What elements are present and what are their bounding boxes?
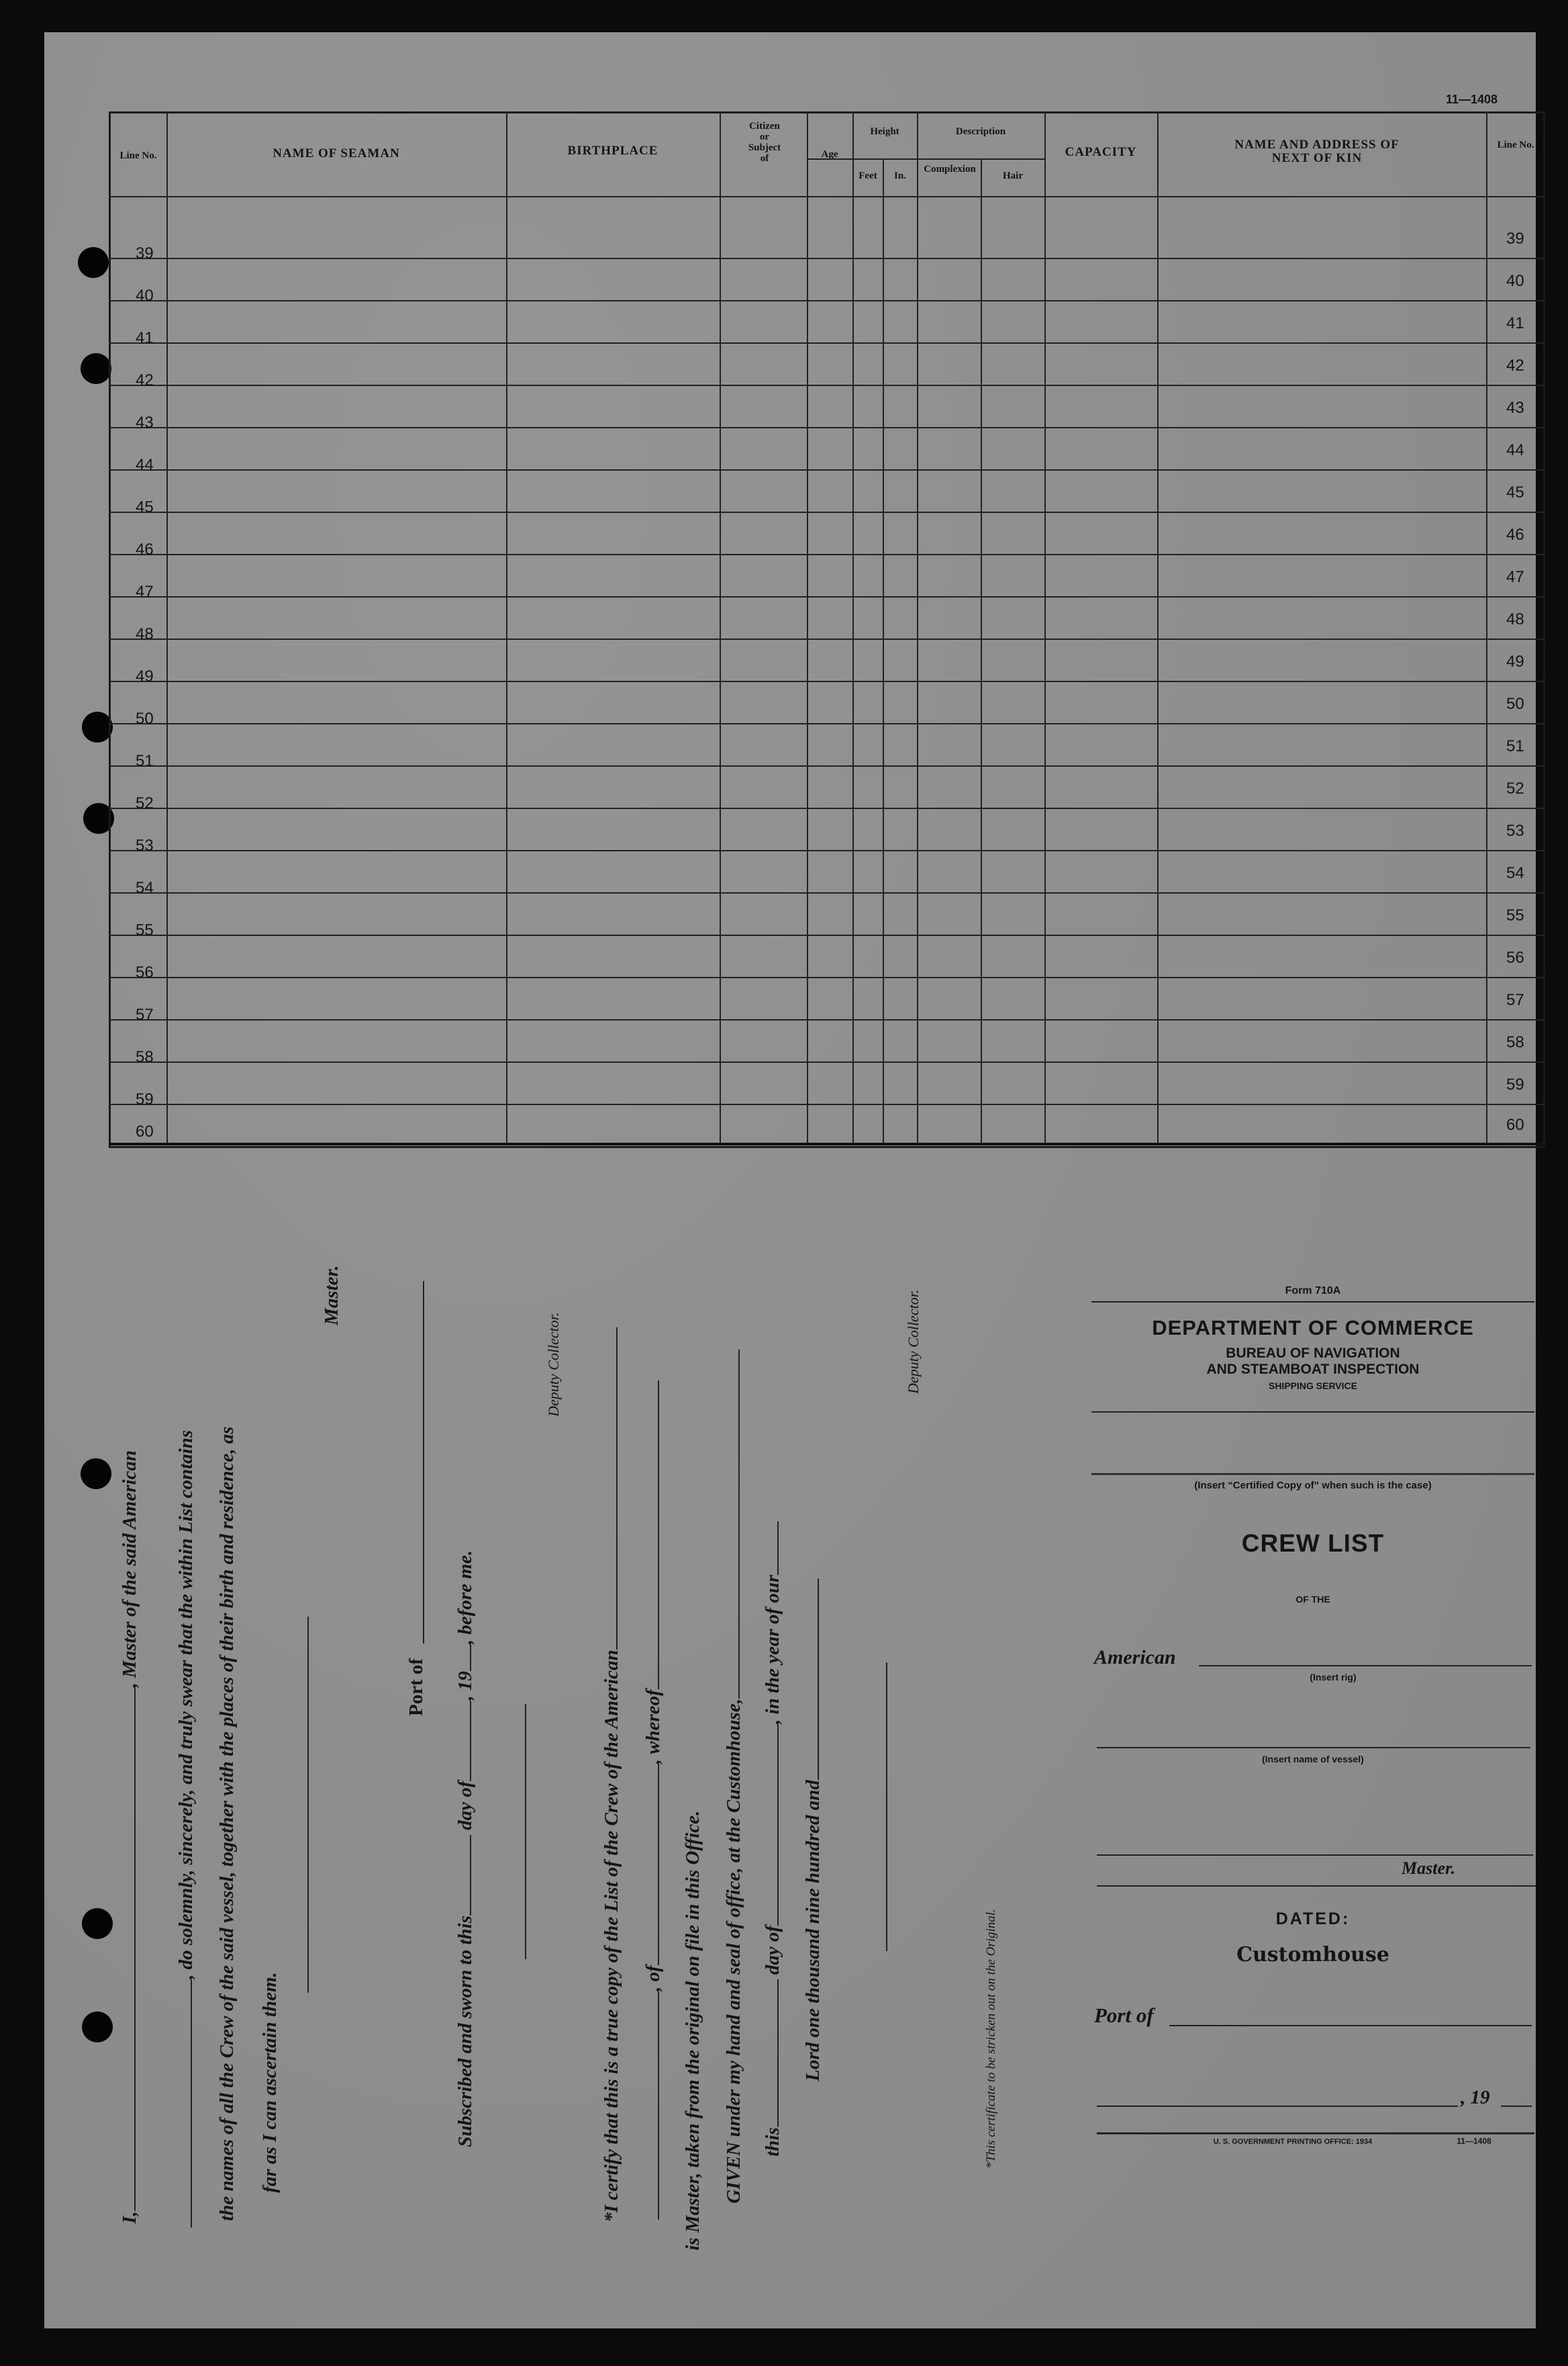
- row-number: 53: [136, 837, 154, 855]
- certify-line-4: GIVEN under my hand and seal of office, at the Customhouse,: [722, 1350, 745, 2204]
- col-divider: [720, 111, 721, 1145]
- given-extra-field[interactable]: [761, 1521, 779, 1575]
- row-number-right: 40: [1506, 272, 1524, 290]
- customhouse-label: Customhouse: [1236, 1943, 1389, 1967]
- row-rule: [109, 765, 1545, 767]
- row-number: 54: [136, 879, 154, 897]
- row-rule: [109, 723, 1545, 724]
- master-label-panel: Master.: [1402, 1858, 1456, 1878]
- table-frame: [109, 111, 1545, 1148]
- insert-rig-note: (Insert rig): [1310, 1672, 1357, 1683]
- oath-line-3: the names of all the Crew of the said vessel, together with the places of their birth and residence, as: [216, 1426, 238, 2221]
- row-number: 51: [136, 752, 154, 770]
- row-number-right: 48: [1506, 610, 1524, 628]
- header-hair: Hair: [1003, 171, 1023, 181]
- given-year-field[interactable]: [801, 1578, 819, 1780]
- row-rule: [109, 385, 1545, 386]
- row-number: 52: [136, 794, 154, 812]
- punch-hole: [78, 247, 109, 278]
- insert-cert-note: (Insert “Certified Copy of” when such is the case): [1194, 1480, 1432, 1491]
- row-number: 39: [136, 244, 154, 263]
- row-number-right: 51: [1506, 737, 1524, 755]
- given-day-field[interactable]: [761, 1979, 779, 2127]
- vessel-name-field[interactable]: [175, 1979, 192, 2228]
- table-bottom-rule: [109, 1143, 1545, 1145]
- sworn-day-field[interactable]: [454, 1835, 471, 1915]
- row-rule: [109, 892, 1545, 894]
- row-number: 56: [136, 963, 154, 982]
- row-rule: [109, 1019, 1545, 1021]
- insert-name-note: (Insert name of vessel): [1262, 1754, 1364, 1764]
- customhouse-field[interactable]: [722, 1350, 740, 1699]
- row-number-right: 50: [1506, 695, 1524, 713]
- deputy-signature-line-2[interactable]: [886, 1662, 887, 1951]
- deputy-signature-line-1[interactable]: [525, 1704, 526, 1959]
- form-rule: [1097, 1885, 1536, 1887]
- row-number: 41: [136, 329, 154, 347]
- row-number: 47: [136, 583, 154, 601]
- row-rule: [109, 1104, 1545, 1105]
- row-number-right: 41: [1506, 314, 1524, 332]
- punch-hole: [81, 1458, 111, 1489]
- vessel-name-input[interactable]: [1097, 1747, 1530, 1748]
- sworn-month-field[interactable]: [454, 1701, 471, 1781]
- header-citizen: Citizen or Subject of: [748, 121, 781, 164]
- port-of-label: Port of: [405, 1658, 427, 1716]
- row-rule: [109, 469, 1545, 471]
- row-rule: [109, 1061, 1545, 1063]
- of-the-label: OF THE: [1295, 1594, 1330, 1605]
- form-code-bottom: 11—1408: [1457, 2136, 1491, 2146]
- row-number: 50: [136, 710, 154, 728]
- col-divider: [506, 111, 507, 1145]
- row-number-right: 44: [1506, 441, 1524, 459]
- form-rule: [1091, 1301, 1534, 1303]
- vessel-name-field-2[interactable]: [642, 1991, 659, 2220]
- row-number: 44: [136, 456, 154, 474]
- deputy-collector-1: Deputy Collector.: [545, 1312, 562, 1417]
- row-number: 48: [136, 625, 154, 643]
- row-rule: [109, 596, 1545, 598]
- row-rule: [109, 427, 1545, 428]
- row-number-right: 52: [1506, 779, 1524, 798]
- certify-line-6: Lord one thousand nine hundred and: [801, 1578, 824, 2081]
- row-rule: [109, 300, 1545, 301]
- row-rule: [109, 850, 1545, 851]
- col-divider: [1486, 111, 1487, 1145]
- row-number-right: 53: [1506, 822, 1524, 840]
- document-page: [44, 32, 1536, 2328]
- col-divider: [1044, 111, 1046, 1145]
- subscribed-line: Subscribed and sworn to this day of, 19, before me.: [454, 1550, 476, 2147]
- header-age: Age: [821, 149, 838, 160]
- master-name-field[interactable]: [118, 1687, 136, 2211]
- header-line-no-right: Line No.: [1497, 140, 1534, 150]
- certify-line-5: this day of, in the year of our: [761, 1521, 784, 2157]
- year-label: , 19: [1461, 2087, 1490, 2108]
- header-birthplace: BIRTHPLACE: [567, 144, 658, 158]
- crew-table: [109, 111, 1544, 1148]
- col-divider: [981, 158, 982, 1145]
- col-divider: [807, 111, 808, 1145]
- row-rule: [109, 554, 1545, 555]
- american-label: American: [1094, 1646, 1176, 1668]
- crew-list-title: CREW LIST: [1241, 1529, 1385, 1557]
- header-description: Description: [955, 126, 1006, 137]
- port-of-panel-label: Port of: [1094, 2003, 1154, 2027]
- oath-line-4: far as I can ascertain them.: [259, 1972, 281, 2193]
- row-rule: [109, 512, 1545, 513]
- row-rule: [109, 638, 1545, 640]
- row-number-right: 46: [1506, 526, 1524, 544]
- header-complexion-label: Complexion: [924, 164, 976, 175]
- row-number: 40: [136, 287, 154, 305]
- row-number: 43: [136, 414, 154, 432]
- header-next-of-kin: NAME AND ADDRESS OF NEXT OF KIN: [1234, 138, 1400, 165]
- sworn-year-field[interactable]: [454, 1644, 471, 1671]
- bureau-line-2: AND STEAMBOAT INSPECTION: [1206, 1362, 1420, 1377]
- row-number-right: 58: [1506, 1033, 1524, 1051]
- col-divider: [1157, 111, 1159, 1145]
- row-rule: [109, 342, 1545, 344]
- row-rule: [109, 808, 1545, 809]
- master-name-input[interactable]: [1097, 1854, 1533, 1856]
- bureau-line-1: BUREAU OF NAVIGATION: [1226, 1345, 1400, 1361]
- master-signature-line[interactable]: [307, 1617, 309, 1993]
- row-number-right: 56: [1506, 949, 1524, 967]
- row-number-right: 45: [1506, 483, 1524, 502]
- crew-vessel-field[interactable]: [600, 1327, 618, 1650]
- header-name-of-seaman: NAME OF SEAMAN: [273, 146, 400, 160]
- header-inches: In.: [894, 171, 906, 181]
- row-rule: [109, 258, 1545, 259]
- row-number: 57: [136, 1006, 154, 1024]
- oath-line-2: , do solemnly, sincerely, and truly swear that the within List contains: [175, 1430, 197, 2228]
- department-title: DEPARTMENT OF COMMERCE: [1152, 1316, 1474, 1339]
- row-number: 58: [136, 1048, 154, 1066]
- certify-line-3: is Master, taken from the original on file in this Office.: [682, 1810, 703, 2251]
- header-feet: Feet: [859, 171, 877, 181]
- header-capacity: CAPACITY: [1065, 145, 1137, 159]
- date-field[interactable]: [1097, 2105, 1458, 2107]
- col-divider: [852, 111, 854, 1145]
- given-month-field[interactable]: [761, 1724, 779, 1926]
- header-rule: [109, 196, 1545, 197]
- row-number-right: 39: [1506, 230, 1524, 248]
- col-divider: [917, 111, 918, 1145]
- row-number: 46: [136, 540, 154, 559]
- header-height: Height: [870, 126, 899, 137]
- port-field[interactable]: [423, 1281, 424, 1644]
- row-number-right: 55: [1506, 906, 1524, 925]
- row-rule: [109, 681, 1545, 682]
- punch-hole: [82, 1908, 113, 1939]
- port-of-field[interactable]: [1169, 2025, 1532, 2026]
- rig-field[interactable]: [1199, 1665, 1532, 1666]
- col-divider: [166, 111, 168, 1145]
- col-divider: [883, 158, 884, 1145]
- printing-office: U. S. GOVERNMENT PRINTING OFFICE: 1934: [1213, 2138, 1373, 2146]
- row-number: 59: [136, 1090, 154, 1108]
- whereof-field[interactable]: [642, 1380, 659, 1689]
- row-number: 55: [136, 921, 154, 939]
- row-number-right: 54: [1506, 864, 1524, 882]
- row-rule: [109, 977, 1545, 978]
- year-field[interactable]: [1501, 2105, 1532, 2107]
- dated-label: DATED:: [1275, 1909, 1351, 1928]
- master-label: Master.: [321, 1265, 342, 1325]
- certify-line-2: , of, whereof: [642, 1380, 665, 2220]
- row-rule: [109, 935, 1545, 936]
- certify-line-1: *I certify that this is a true copy of the List of the Crew of the American: [600, 1327, 623, 2222]
- row-number: 42: [136, 371, 154, 389]
- form-number: Form 710A: [1285, 1285, 1341, 1296]
- form-rule: [1091, 1411, 1534, 1413]
- row-number-right: 47: [1506, 568, 1524, 586]
- punch-hole: [81, 353, 111, 384]
- row-number: 45: [136, 498, 154, 516]
- certified-copy-field[interactable]: [1091, 1473, 1534, 1475]
- row-number-right: 43: [1506, 399, 1524, 417]
- row-number: 60: [136, 1123, 154, 1141]
- punch-hole: [82, 2012, 113, 2042]
- header-line-no: Line No.: [119, 150, 157, 161]
- form-rule: [1097, 2132, 1534, 2134]
- row-number: 49: [136, 667, 154, 685]
- row-number-right: 57: [1506, 991, 1524, 1009]
- row-number-right: 49: [1506, 653, 1524, 671]
- form-code-top: 11—1408: [1446, 93, 1498, 106]
- deputy-collector-2: Deputy Collector.: [905, 1289, 922, 1394]
- certificate-footnote: *This certificate to be stricken out on the Original.: [984, 1909, 998, 2169]
- service-label: SHIPPING SERVICE: [1268, 1380, 1357, 1391]
- home-port-field[interactable]: [642, 1764, 659, 1965]
- row-number-right: 60: [1506, 1116, 1524, 1134]
- row-number-right: 59: [1506, 1076, 1524, 1094]
- row-number-right: 42: [1506, 357, 1524, 375]
- oath-line-1: I,, Master of the said American: [119, 1450, 140, 2224]
